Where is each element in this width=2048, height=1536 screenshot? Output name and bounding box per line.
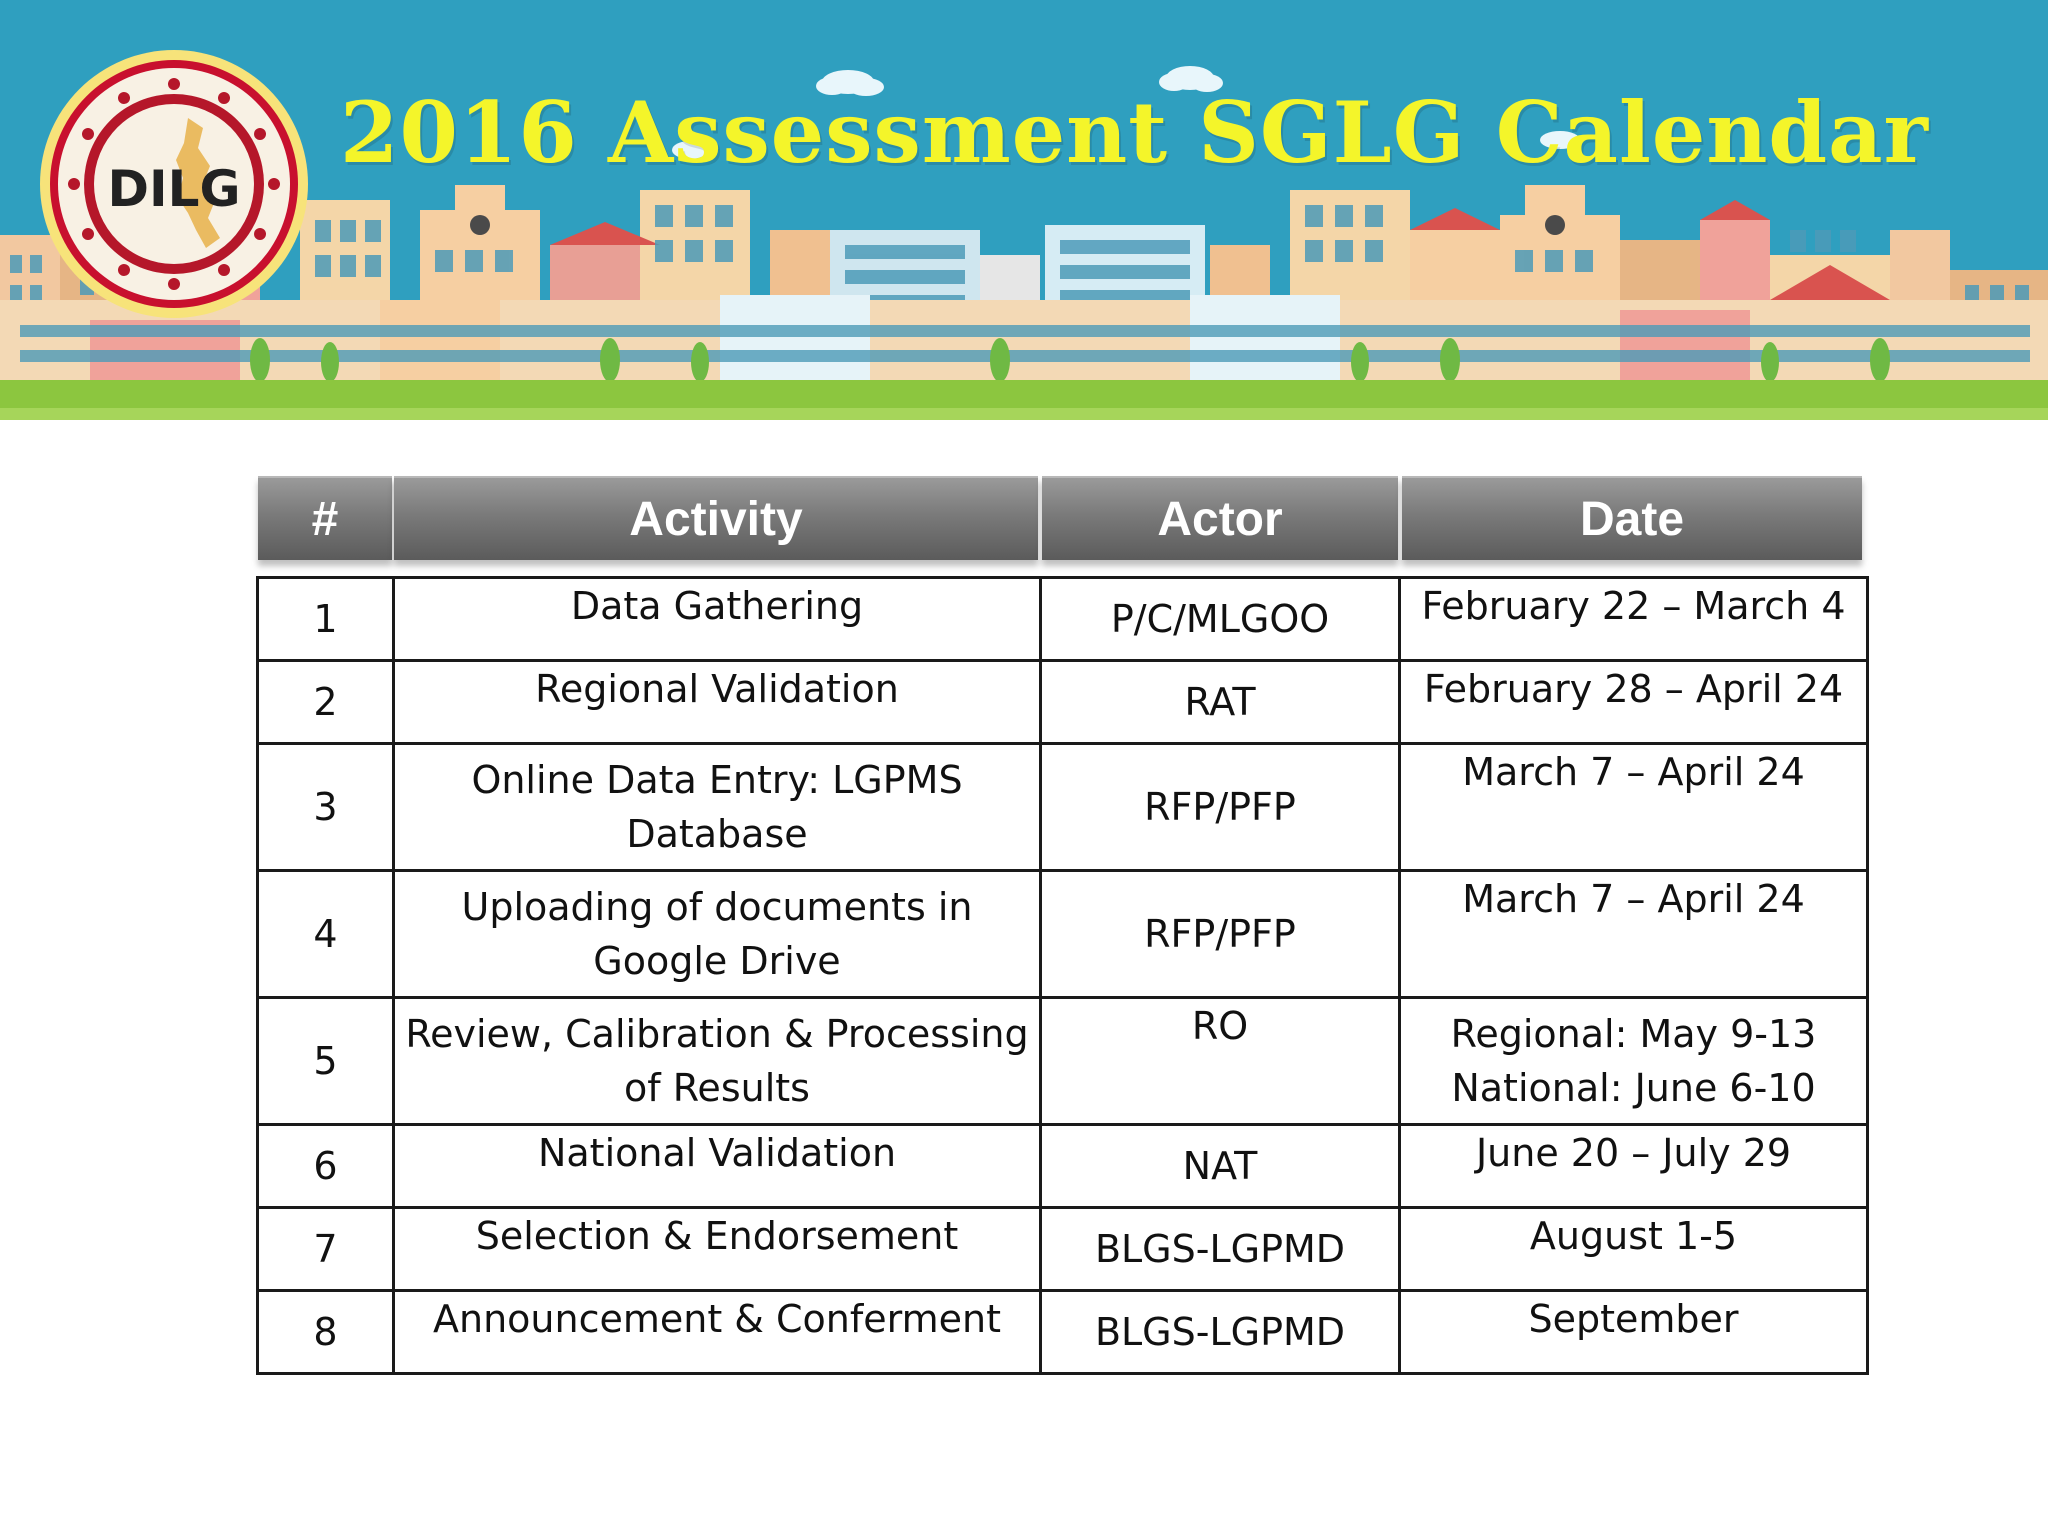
table-row — [258, 578, 1868, 661]
table-row — [258, 1208, 1868, 1291]
activity-text: Google Drive — [593, 939, 841, 983]
column-header-date: Date — [1402, 476, 1862, 560]
table-row — [258, 661, 1868, 744]
activity-text: of Results — [624, 1066, 810, 1110]
activity-cell — [394, 1125, 1041, 1208]
date-cell — [1400, 1125, 1868, 1208]
activity-text: Announcement & Conferment — [433, 1297, 1001, 1341]
date-text: March 7 – April 24 — [1462, 877, 1805, 921]
activity-text: Data Gathering — [570, 584, 864, 628]
actor-cell: RFP/PFP — [1041, 744, 1400, 871]
date-cell — [1400, 578, 1868, 661]
activity-text: Review, Calibration & Processing — [405, 1012, 1029, 1056]
date-cell — [1400, 1291, 1868, 1374]
row-number: 1 — [258, 578, 394, 661]
activity-cell — [394, 998, 1041, 1125]
row-number: 7 — [258, 1208, 394, 1291]
activity-text: Online Data Entry: LGPMS — [471, 758, 963, 802]
row-number: 8 — [258, 1291, 394, 1374]
row-number: 5 — [258, 998, 394, 1125]
activity-text: Regional Validation — [535, 667, 899, 711]
activity-cell — [394, 1208, 1041, 1291]
date-cell — [1400, 871, 1868, 998]
date-text: National: June 6-10 — [1451, 1066, 1816, 1110]
dilg-seal-logo — [38, 48, 310, 320]
activity-text: Uploading of documents in — [461, 885, 973, 929]
calendar-table — [256, 576, 1869, 1375]
row-number: 2 — [258, 661, 394, 744]
actor-cell: RO — [1041, 998, 1400, 1125]
actor-cell: BLGS-LGPMD — [1041, 1291, 1400, 1374]
date-text: March 7 – April 24 — [1462, 750, 1805, 794]
column-header-number: # — [258, 476, 392, 560]
date-cell — [1400, 1208, 1868, 1291]
actor-cell: P/C/MLGOO — [1041, 578, 1400, 661]
table-row — [258, 744, 1868, 871]
banner — [0, 0, 2048, 420]
table-row — [258, 1291, 1868, 1374]
date-cell — [1400, 661, 1868, 744]
activity-cell — [394, 871, 1041, 998]
date-text: August 1-5 — [1529, 1214, 1738, 1258]
page-title: 2016 Assessment SGLG Calendar — [340, 83, 1929, 182]
actor-cell: RFP/PFP — [1041, 871, 1400, 998]
activity-cell — [394, 1291, 1041, 1374]
activity-text: Selection & Endorsement — [475, 1214, 959, 1258]
actor-cell: BLGS-LGPMD — [1041, 1208, 1400, 1291]
date-text: June 20 – July 29 — [1475, 1131, 1792, 1175]
row-number: 3 — [258, 744, 394, 871]
column-header-actor: Actor — [1042, 476, 1398, 560]
activity-text: National Validation — [537, 1131, 897, 1175]
row-number: 4 — [258, 871, 394, 998]
svg-text:DILG: DILG — [107, 160, 241, 218]
activity-cell — [394, 661, 1041, 744]
table-row — [258, 1125, 1868, 1208]
column-header-activity: Activity — [394, 476, 1038, 560]
activity-text: Database — [626, 812, 808, 856]
activity-cell — [394, 578, 1041, 661]
table-row — [258, 871, 1868, 998]
date-cell — [1400, 998, 1868, 1125]
date-text: February 28 – April 24 — [1423, 667, 1844, 711]
actor-cell: NAT — [1041, 1125, 1400, 1208]
date-text: Regional: May 9-13 — [1450, 1012, 1817, 1056]
table-row — [258, 998, 1868, 1125]
date-text: September — [1528, 1297, 1739, 1341]
row-number: 6 — [258, 1125, 394, 1208]
actor-cell: RAT — [1041, 661, 1400, 744]
date-cell — [1400, 744, 1868, 871]
date-text: February 22 – March 4 — [1421, 584, 1846, 628]
activity-cell — [394, 744, 1041, 871]
